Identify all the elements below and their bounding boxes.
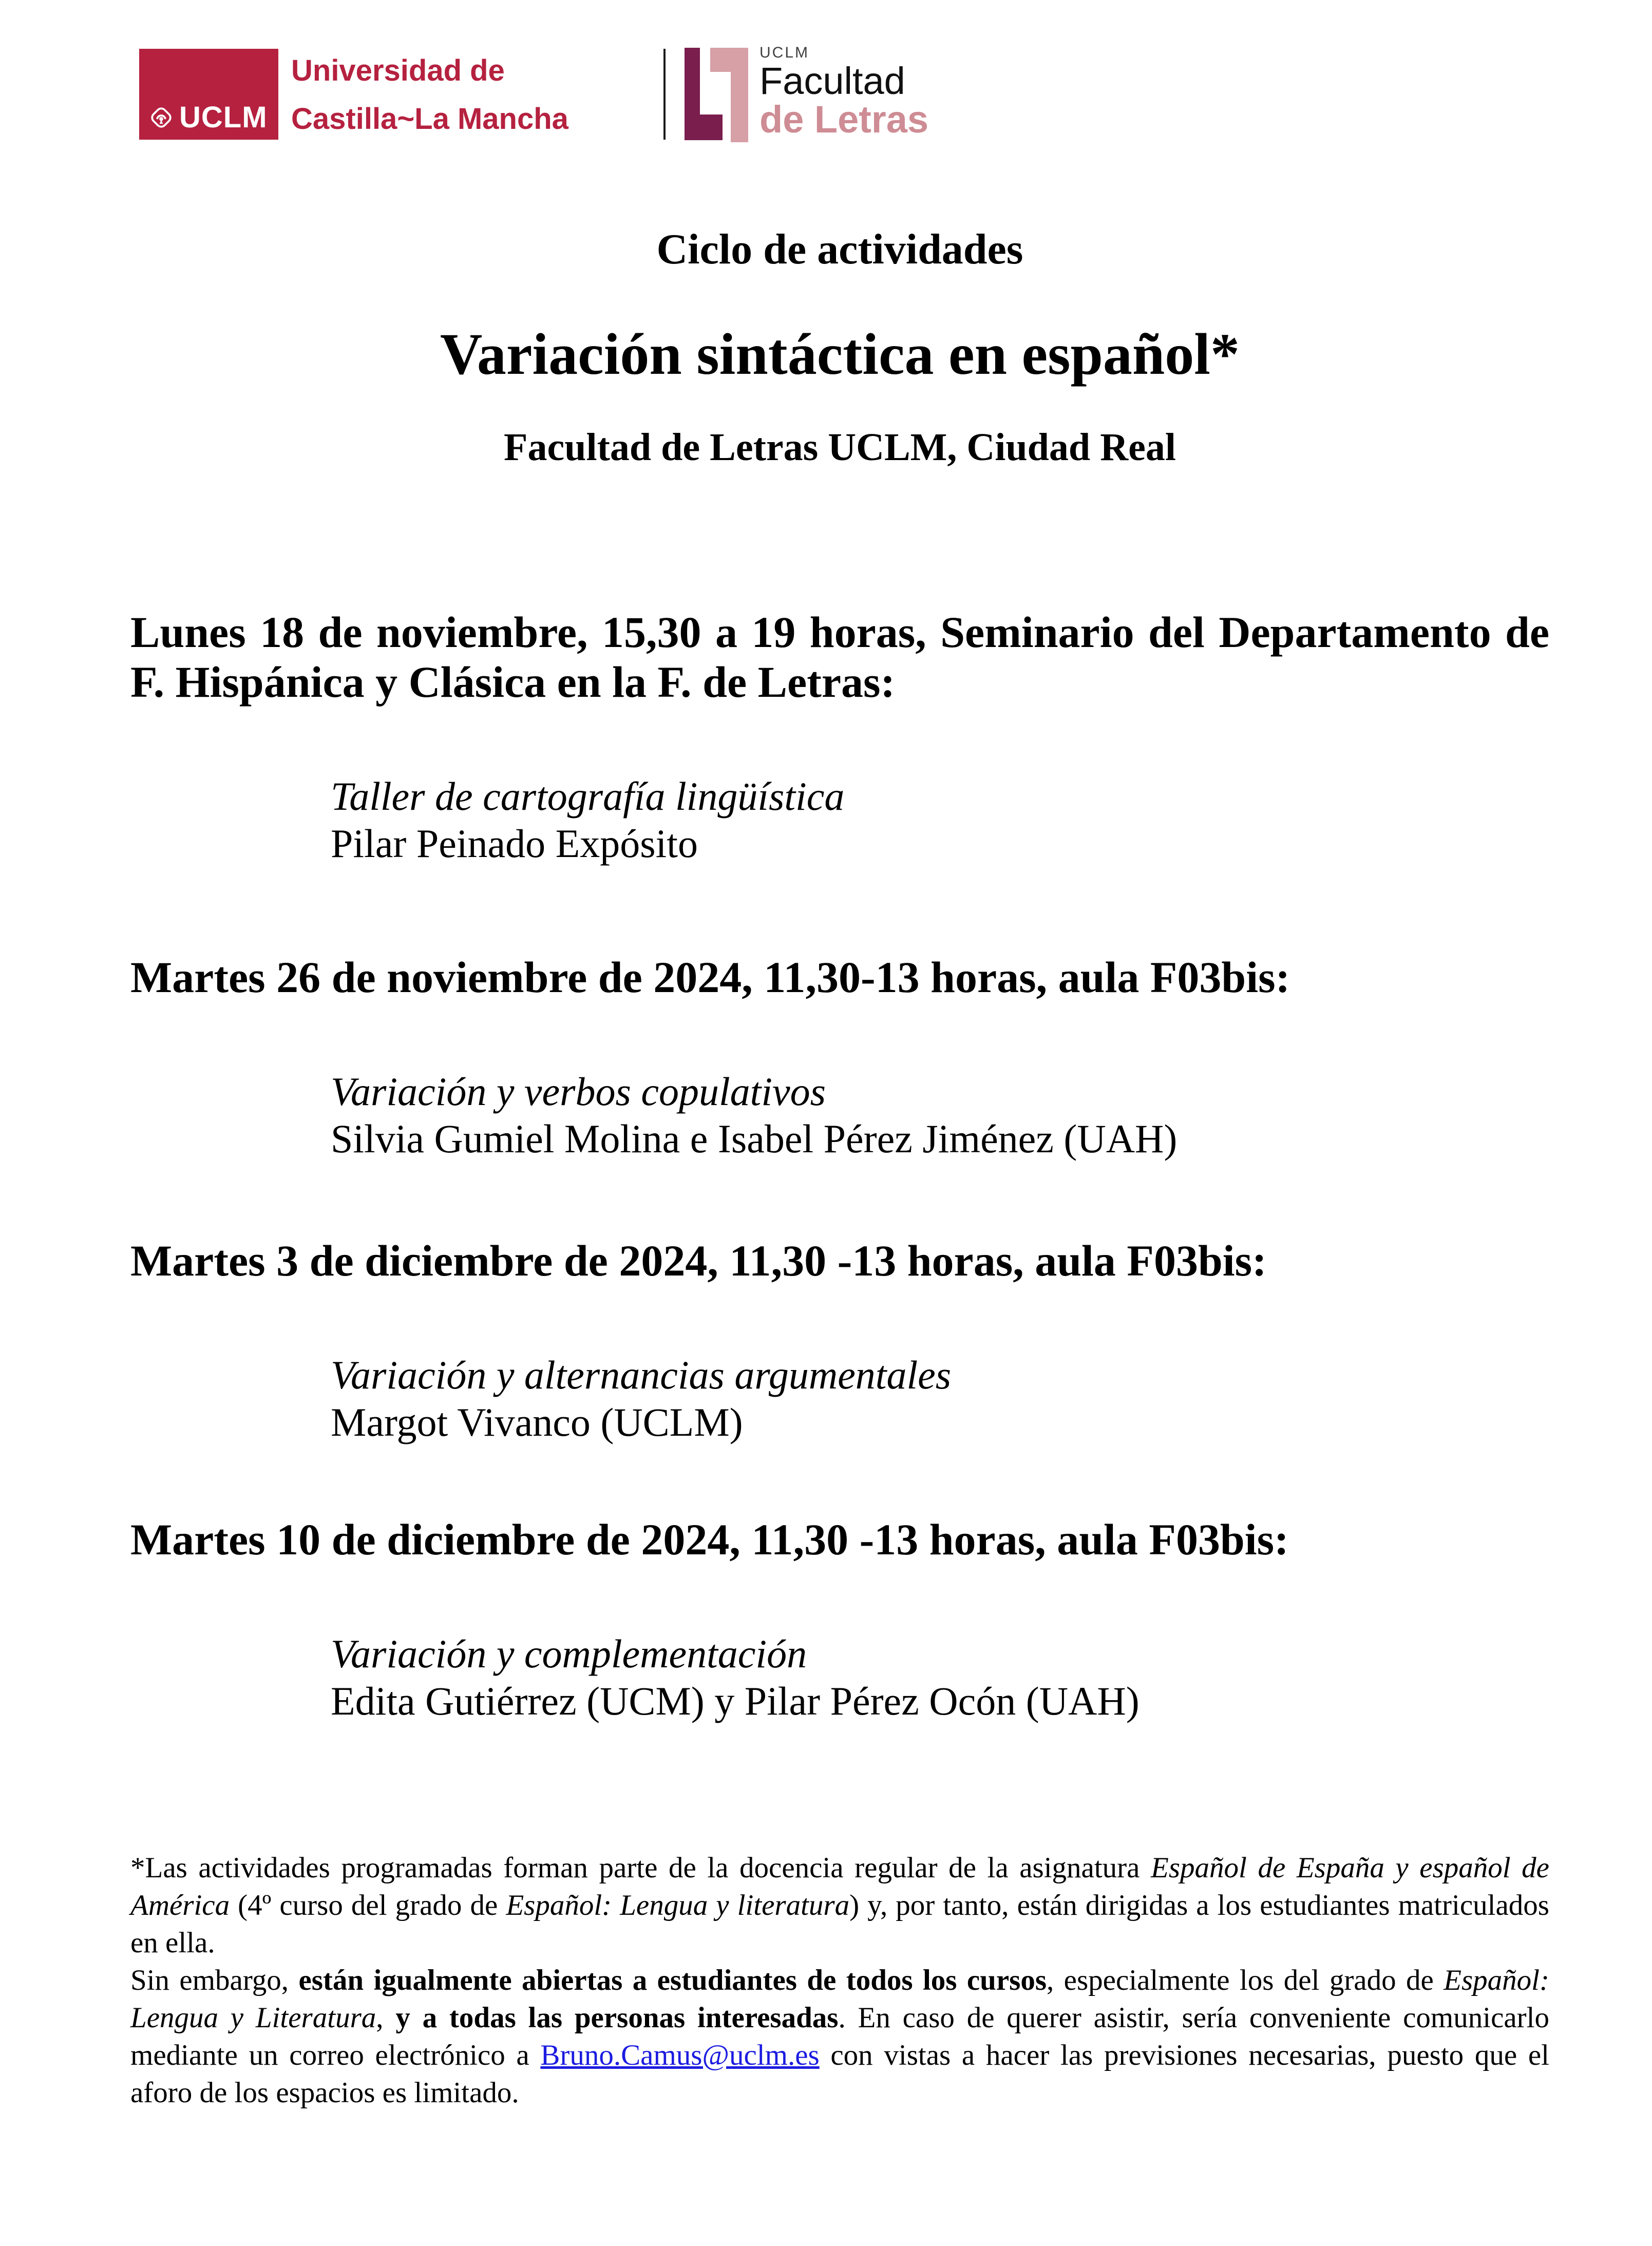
- event-talk-title: Variación y verbos copulativos: [331, 1069, 826, 1114]
- university-name: [291, 47, 568, 143]
- event-block: [130, 953, 1549, 1163]
- footnote-text-segment: *Las actividades programadas forman parte de la docencia regular de la asignatura: [130, 1852, 1151, 1884]
- letras-mark-bar: [685, 48, 700, 140]
- logo-divider: [663, 49, 666, 140]
- letras-logo-uclm: UCLM: [759, 44, 810, 61]
- event-talk-title: Variación y complementación: [331, 1631, 807, 1676]
- university-name-line2: Castilla~La Mancha: [291, 102, 568, 136]
- footnote-paragraph-2: [130, 1962, 1549, 2111]
- letras-mark-top: [710, 48, 748, 72]
- page-title: Variación sintáctica en español*: [440, 321, 1240, 387]
- footnote-text-segment: . En caso de querer asistir, sería conveniente comunicarlo mediante un correo electrónico a: [130, 2002, 1549, 2071]
- footnote-text-segment: (4º curso del grado de: [230, 1889, 506, 1921]
- event-speakers: Margot Vivanco (UCLM): [331, 1400, 743, 1444]
- footnote-text-segment: Español de España y español de América: [130, 1852, 1549, 1921]
- event-talk-title: Variación y alternancias argumentales: [331, 1353, 952, 1397]
- footnote-text-segment: Sin embargo,: [130, 1964, 299, 1996]
- event-heading: Martes 10 de diciembre de 2024, 11,30 -13 horas, aula F03bis:: [130, 1515, 1289, 1564]
- uclm-logo-acronym: UCLM: [179, 101, 268, 134]
- event-speakers: Pilar Peinado Expósito: [331, 821, 698, 866]
- subtitle: Facultad de Letras UCLM, Ciudad Real: [504, 426, 1176, 469]
- event-talk-title: Taller de cartografía lingüística: [331, 774, 845, 819]
- letras-mark-vert: [731, 72, 748, 142]
- footnote-text-segment: , especialmente los del grado de: [1047, 1964, 1444, 1996]
- event-heading: Lunes 18 de noviembre, 15,30 a 19 horas, Seminario del Departamento de F. Hispánica y Clásica en la F. de Letras:: [130, 607, 1549, 707]
- footnote-text-segment: ,: [376, 2002, 396, 2034]
- footnote-text-segment: están igualmente abiertas a estudiantes de todos los cursos: [298, 1964, 1047, 1996]
- letras-logo-text: [759, 44, 928, 139]
- letras-logo-deletras: de Letras: [759, 98, 929, 141]
- letras-logo-mark: [685, 48, 751, 142]
- event-block: [130, 1236, 1549, 1446]
- footnote-text-segment: Español: Lengua y Literatura: [130, 1964, 1549, 2034]
- footnote-text-segment: ) y, por tanto, están dirigidas a los estudiantes matriculados en ella.: [130, 1889, 1549, 1959]
- letras-logo-facultad: Facultad: [759, 60, 905, 102]
- event-speakers: Silvia Gumiel Molina e Isabel Pérez Jiménez (UAH): [331, 1116, 1178, 1161]
- event-heading: Martes 26 de noviembre de 2024, 11,30-13 horas, aula F03bis:: [130, 953, 1290, 1002]
- uclm-logo-mark: [147, 103, 268, 132]
- event-speakers: Edita Gutiérrez (UCM) y Pilar Pérez Ocón (UAH): [331, 1679, 1140, 1723]
- letras-mark-foot: [700, 115, 723, 140]
- footnote-text-segment: Español: Lengua y literatura: [506, 1889, 850, 1921]
- university-name-line1: Universidad de: [291, 54, 505, 87]
- series-title: Ciclo de actividades: [656, 225, 1023, 273]
- uclm-logo: [139, 49, 278, 140]
- email-link[interactable]: Bruno.Camus@uclm.es: [540, 2039, 820, 2071]
- footnote-text-segment: con vistas a hacer las previsiones necesarias, puesto que el aforo de los espacios es limitado.: [130, 2039, 1549, 2109]
- footnote-text-segment: y a todas las personas interesadas: [395, 2002, 839, 2034]
- event-block: [130, 607, 1549, 867]
- uclm-emblem-icon: [147, 104, 175, 131]
- footnote: [130, 1849, 1549, 2111]
- footnote-paragraph-1: [130, 1849, 1549, 1962]
- event-heading: Martes 3 de diciembre de 2024, 11,30 -13 horas, aula F03bis:: [130, 1236, 1267, 1285]
- event-block: [130, 1515, 1549, 1725]
